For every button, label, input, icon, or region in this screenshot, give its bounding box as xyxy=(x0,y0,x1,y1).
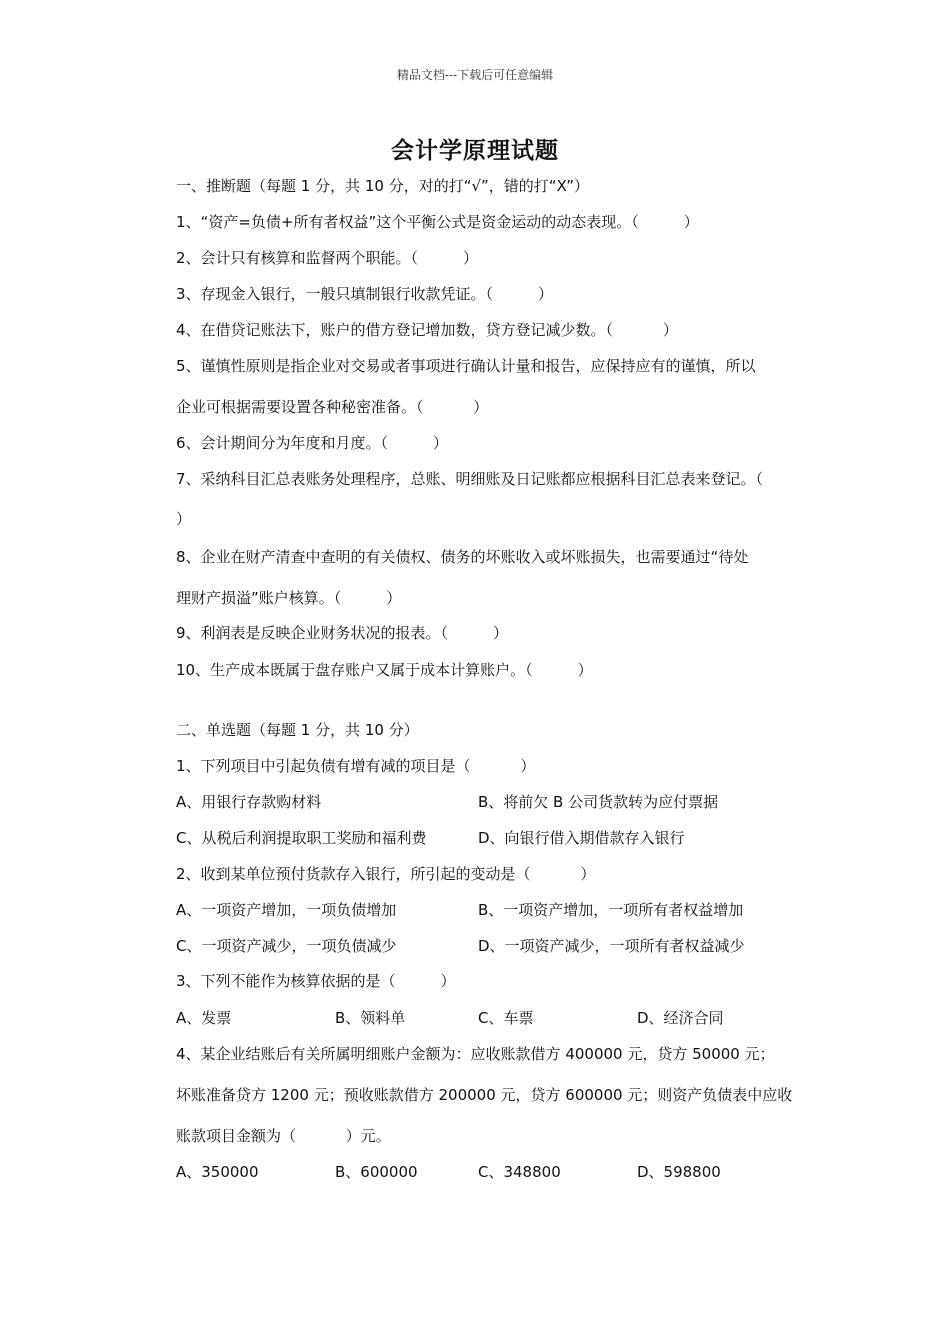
s2-q2-option-d: D、一项资产减少，一项所有者权益减少 xyxy=(478,937,745,955)
s1-question-8-line1: 8、企业在财产清查中查明的有关债权、债务的坏账收入或坏账损失，也需要通过“待处 xyxy=(176,548,749,566)
s1-question-7-line1: 7、采纳科目汇总表账务处理程序，总账、明细账及日记账都应根据科目汇总表来登记。（ xyxy=(176,470,764,488)
page-header: 精品文档---下载后可任意编辑 xyxy=(396,68,554,82)
s2-q2-option-c: C、一项资产减少，一项负债减少 xyxy=(176,937,397,955)
s2-q2-option-b: B、一项资产增加，一项所有者权益增加 xyxy=(478,901,744,919)
s2-q2-option-a: A、一项资产增加，一项负债增加 xyxy=(176,901,397,919)
s2-q1-option-b: B、将前欠 B 公司货款转为应付票据 xyxy=(478,793,719,811)
s1-question-5-line2: 企业可根据需要设置各种秘密准备。（ ） xyxy=(176,398,489,416)
s1-question-3: 3、存现金入银行，一般只填制银行收款凭证。（ ） xyxy=(176,285,554,303)
s2-q1-option-a: A、用银行存款购材料 xyxy=(176,793,322,811)
s2-q4-stem-line2: 坏账准备贷方 1200 元；预收账款借方 200000 元，贷方 600000 元；则资产负债表中应收 xyxy=(176,1086,793,1104)
s2-q4-option-b: B、600000 xyxy=(335,1163,418,1181)
s2-q4-stem-line1: 4、某企业结账后有关所属明细账户金额为：应收账款借方 400000 元，贷方 50000 元； xyxy=(176,1045,775,1063)
s1-question-2: 2、会计只有核算和监督两个职能。（ ） xyxy=(176,249,479,267)
s2-q1-option-c: C、从税后利润提取职工奖励和福利费 xyxy=(176,829,427,847)
s2-q4-stem-line3: 账款项目金额为（ ）元。 xyxy=(176,1127,391,1145)
s2-q3-option-a: A、发票 xyxy=(176,1009,232,1027)
s1-question-9: 9、利润表是反映企业财务状况的报表。（ ） xyxy=(176,624,509,642)
s1-question-4: 4、在借贷记账法下，账户的借方登记增加数，贷方登记减少数。（ ） xyxy=(176,321,678,339)
s2-q3-option-b: B、领料单 xyxy=(335,1009,406,1027)
s2-q4-option-c: C、348800 xyxy=(478,1163,561,1181)
s1-question-1: 1、“资产=负债+所有者权益”这个平衡公式是资金运动的动态表现。（ ） xyxy=(176,213,699,231)
s1-question-7-line2: ） xyxy=(176,510,192,528)
section1-heading: 一、推断题（每题 1 分，共 10 分，对的打“√”，错的打“X”） xyxy=(176,177,590,195)
s2-q1-option-d: D、向银行借入期借款存入银行 xyxy=(478,829,685,847)
page-title: 会计学原理试题 xyxy=(391,138,559,164)
s1-question-5-line1: 5、谨慎性原则是指企业对交易或者事项进行确认计量和报告，应保持应有的谨慎，所以 xyxy=(176,357,756,375)
s2-q1-stem: 1、下列项目中引起负债有增有减的项目是（ ） xyxy=(176,757,536,775)
s1-question-10: 10、生产成本既属于盘存账户又属于成本计算账户。（ ） xyxy=(176,661,593,679)
section2-heading: 二、单选题（每题 1 分，共 10 分） xyxy=(176,721,419,739)
s2-q4-option-a: A、350000 xyxy=(176,1163,259,1181)
s1-question-8-line2: 理财产损溢”账户核算。（ ） xyxy=(176,589,402,607)
s2-q3-stem: 3、下列不能作为核算依据的是（ ） xyxy=(176,972,456,990)
s2-q3-option-d: D、经济合同 xyxy=(637,1009,724,1027)
s2-q3-option-c: C、车票 xyxy=(478,1009,534,1027)
s2-q4-option-d: D、598800 xyxy=(637,1163,721,1181)
s1-question-6: 6、会计期间分为年度和月度。（ ） xyxy=(176,434,449,452)
s2-q2-stem: 2、收到某单位预付货款存入银行，所引起的变动是（ ） xyxy=(176,865,596,883)
